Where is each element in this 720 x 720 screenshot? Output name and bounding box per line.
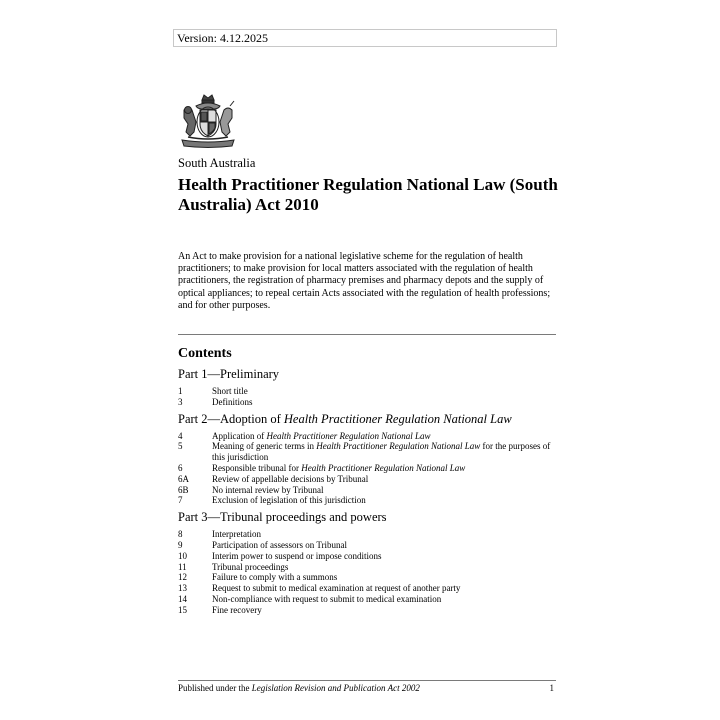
section-title: Interim power to suspend or impose conditions (212, 550, 382, 561)
section-number: 13 (178, 583, 187, 594)
toc-entry[interactable] (178, 529, 558, 540)
section-title: Non-compliance with request to submit to medical examination (212, 593, 442, 604)
section-number: 12 (178, 572, 187, 583)
footer-text: Published under the (178, 683, 252, 693)
section-title: No internal review by Tribunal (212, 484, 324, 495)
section-title-italic: Health Practitioner Regulation National Law (301, 462, 466, 473)
section-number: 10 (178, 550, 187, 561)
page-footer (178, 683, 554, 693)
part-heading[interactable]: Part 3—Tribunal proceedings and powers (178, 510, 387, 525)
section-title-italic: Health Practitioner Regulation National Law (266, 430, 431, 441)
section-number: 9 (178, 539, 183, 550)
section-title: Participation of assessors on Tribunal (212, 539, 347, 550)
section-title: Fine recovery (212, 604, 262, 615)
part-heading[interactable] (178, 412, 558, 427)
toc-entry[interactable] (178, 605, 558, 616)
section-title-text: Application of (212, 430, 267, 441)
toc-entry[interactable] (178, 386, 558, 397)
section-title: Exclusion of legislation of this jurisdiction (212, 495, 366, 506)
section-title-suffix: for the purposes of this jurisdiction (212, 441, 551, 463)
toc-entry[interactable] (178, 551, 558, 562)
section-number: 4 (178, 430, 183, 441)
section-title-text: Responsible tribunal for (212, 462, 302, 473)
table-of-contents (178, 367, 558, 620)
toc-entry[interactable] (178, 431, 558, 442)
footer-publication-note (178, 683, 420, 693)
part-entries (178, 386, 558, 408)
section-title: Interpretation (212, 529, 261, 540)
section-title: Short title (212, 386, 248, 396)
long-title: An Act to make provision for a national legislative scheme for the regulation of health practitioners; to make provision for local matters associated with the regulation of health practitioners, the registration of pharmacy premises and pharmacy depots and the supply of optical appliances; to repeal certain Acts associated with the regulation of health professions; and for other purposes. (178, 251, 551, 311)
section-number: 8 (178, 529, 183, 540)
act-title: Health Practitioner Regulation National Law (South Australia) Act 2010 (178, 175, 558, 214)
section-title-italic: Health Practitioner Regulation National Law (316, 441, 481, 452)
toc-entry[interactable] (178, 495, 558, 506)
section-title: Review of appellable decisions by Tribunal (212, 473, 369, 484)
toc-entry[interactable] (178, 594, 558, 605)
divider (178, 334, 556, 335)
coat-of-arms-icon (178, 92, 238, 150)
section-number: 6A (178, 473, 189, 484)
page-number: 1 (549, 683, 554, 693)
part-heading[interactable]: Part 1—Preliminary (178, 367, 280, 381)
footer-divider (178, 680, 556, 681)
part-entries (178, 529, 558, 615)
toc-entry[interactable] (178, 583, 558, 594)
section-number: 6 (178, 462, 183, 473)
toc-entry[interactable] (178, 572, 558, 583)
section-title (212, 463, 558, 474)
section-title: Request to submit to medical examination at request of another party (212, 583, 461, 594)
toc-entry[interactable] (178, 474, 558, 485)
toc-entry[interactable] (178, 463, 558, 474)
toc-entry[interactable] (178, 562, 558, 573)
part-heading-italic: Health Practitioner Regulation National Law (283, 411, 512, 426)
section-number: 5 (178, 441, 183, 452)
version-label: Version: 4.12.2025 (173, 29, 557, 47)
section-title (212, 441, 558, 463)
jurisdiction-label: South Australia (178, 156, 256, 170)
toc-entry[interactable] (178, 540, 558, 551)
section-number: 11 (178, 561, 187, 572)
footer-act-name: Legislation Revision and Publication Act 2002 (251, 683, 420, 693)
contents-heading: Contents (178, 346, 232, 361)
section-number: 6B (178, 484, 189, 495)
part-entries (178, 431, 558, 507)
toc-entry[interactable] (178, 485, 558, 496)
section-number: 15 (178, 604, 187, 615)
toc-entry[interactable] (178, 441, 558, 463)
section-title-text: Meaning of generic terms in (212, 441, 317, 452)
section-number: 3 (178, 396, 183, 407)
part-heading-text: Part 2—Adoption of (178, 411, 284, 426)
section-title: Definitions (212, 396, 253, 407)
section-number: 1 (178, 386, 183, 396)
section-number: 7 (178, 495, 183, 506)
toc-entry[interactable] (178, 397, 558, 408)
section-title: Failure to comply with a summons (212, 572, 338, 583)
section-title (212, 431, 558, 442)
section-number: 14 (178, 593, 187, 604)
section-title: Tribunal proceedings (212, 561, 289, 572)
